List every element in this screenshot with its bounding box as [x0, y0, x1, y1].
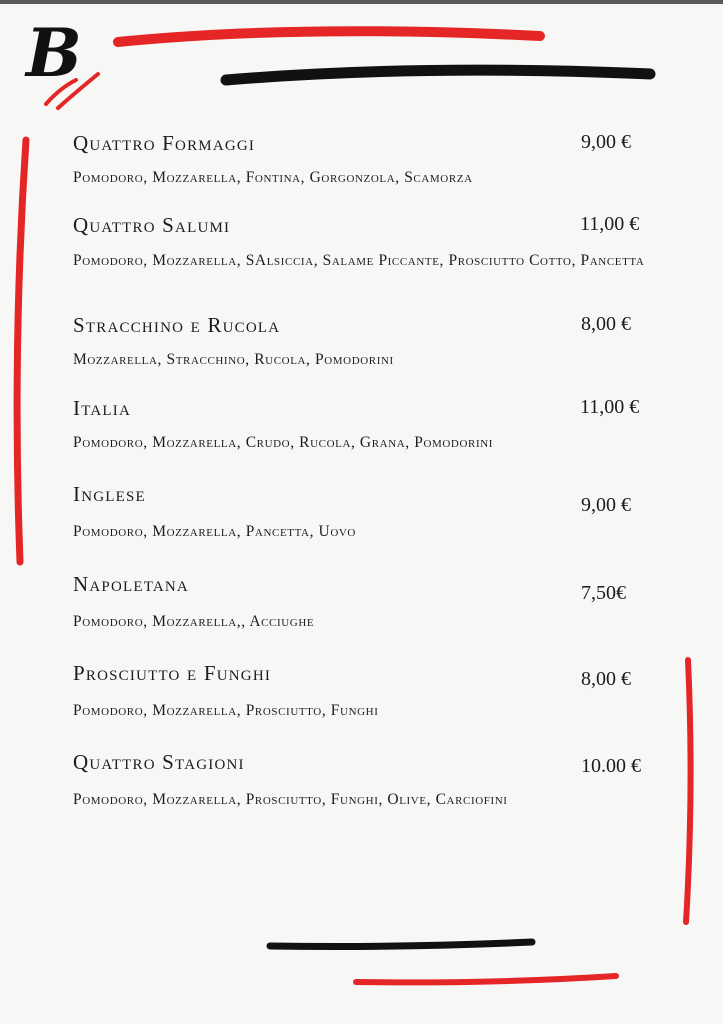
item-price: 9,00 € — [581, 131, 631, 153]
item-price: 11,00 € — [580, 396, 640, 418]
item-price: 11,00 € — [580, 213, 640, 235]
item-price: 7,50€ — [581, 582, 626, 604]
item-name: Italia — [73, 396, 131, 420]
item-name: Stracchino e Rucola — [73, 313, 281, 337]
item-description: Mozzarella, Stracchino, Rucola, Pomodorini — [73, 351, 394, 368]
item-name: Prosciutto e Funghi — [73, 661, 272, 685]
item-price: 10.00 € — [581, 755, 641, 777]
item-price: 8,00 € — [581, 668, 631, 690]
item-description: Pomodoro, Mozzarella, SAlsiccia, Salame Piccante, Prosciutto Cotto, Pancetta — [73, 252, 645, 269]
item-name: Quattro Salumi — [73, 213, 231, 237]
item-description: Pomodoro, Mozzarella, Fontina, Gorgonzola, Scamorza — [73, 169, 473, 186]
item-description: Pomodoro, Mozzarella,, Acciughe — [73, 613, 315, 630]
item-description: Pomodoro, Mozzarella, Prosciutto, Funghi — [73, 702, 379, 719]
item-name: Napoletana — [73, 572, 189, 596]
item-description: Pomodoro, Mozzarella, Prosciutto, Funghi, Olive, Carciofini — [73, 791, 508, 808]
item-price: 9,00 € — [581, 494, 631, 516]
item-price: 8,00 € — [581, 313, 631, 335]
item-name: Quattro Formaggi — [73, 131, 256, 155]
item-name: Inglese — [73, 482, 146, 506]
item-name: Quattro Stagioni — [73, 750, 245, 774]
logo-letter: B — [26, 14, 82, 92]
item-description: Pomodoro, Mozzarella, Pancetta, Uovo — [73, 523, 356, 540]
item-description: Pomodoro, Mozzarella, Crudo, Rucola, Grana, Pomodorini — [73, 434, 494, 451]
